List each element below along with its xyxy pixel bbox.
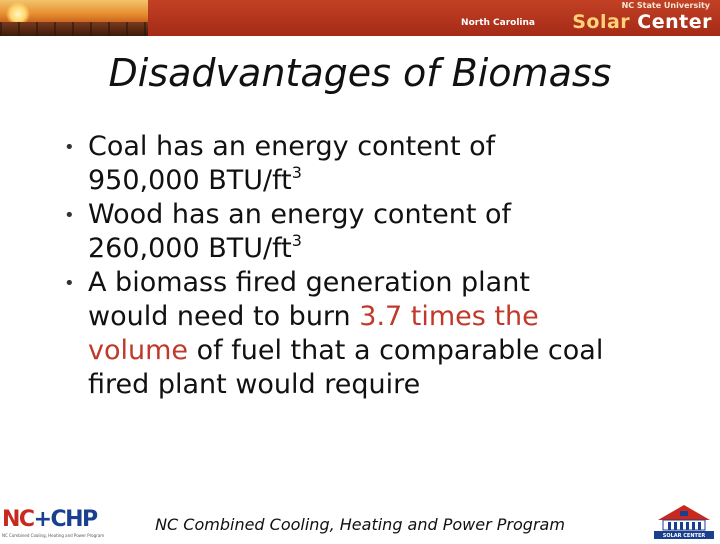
bullet-text-line1: Coal has an energy content of xyxy=(88,131,496,162)
bullet-text-line1: A biomass fired generation plant xyxy=(88,267,530,298)
bullet-text-after: of fuel that a comparable coal fired plant would require xyxy=(88,335,604,400)
header-banner xyxy=(0,0,720,36)
bullet-item xyxy=(60,130,640,198)
solar-center-house-logo xyxy=(652,502,716,540)
solar-panel-photo xyxy=(0,0,148,36)
house-icon xyxy=(652,502,716,540)
slide-title: Disadvantages of Biomass xyxy=(108,51,612,95)
superscript: 3 xyxy=(291,231,302,250)
banner-strip xyxy=(148,0,720,36)
bullet-text-line2: 950,000 BTU/ft xyxy=(88,165,292,196)
banner-divider xyxy=(0,36,720,38)
superscript: 3 xyxy=(291,163,302,182)
bullet-item xyxy=(60,198,640,266)
solar-center-logo-text xyxy=(572,11,712,33)
solar-center-logo-text: SOLAR CENTER xyxy=(662,533,706,539)
bullet-text-line1: Wood has an energy content of xyxy=(88,199,512,230)
bullet-item xyxy=(60,266,640,402)
center-prefix: North Carolina xyxy=(461,18,535,28)
bullet-dot-icon: • xyxy=(64,205,75,226)
center-word: Center xyxy=(637,11,712,33)
nc-chp-part2: +CHP xyxy=(33,507,97,532)
highlight-text: 3.7 times the volume xyxy=(88,301,539,366)
bullet-text-before: would need to burn xyxy=(88,301,360,332)
nc-chp-part1: NC xyxy=(2,507,34,532)
bullet-dot-icon: • xyxy=(64,137,75,158)
solar-panels-image xyxy=(0,22,148,36)
nc-chp-tagline: NC Combined Cooling, Heating and Power Program xyxy=(2,533,105,538)
footer-program-name: NC Combined Cooling, Heating and Power Program xyxy=(155,515,565,534)
university-label: NC State University xyxy=(621,1,710,10)
bullet-text-line2: 260,000 BTU/ft xyxy=(88,233,292,264)
bullet-dot-icon: • xyxy=(64,273,75,294)
solar-word: Solar xyxy=(572,11,631,33)
bullet-list xyxy=(60,130,640,402)
